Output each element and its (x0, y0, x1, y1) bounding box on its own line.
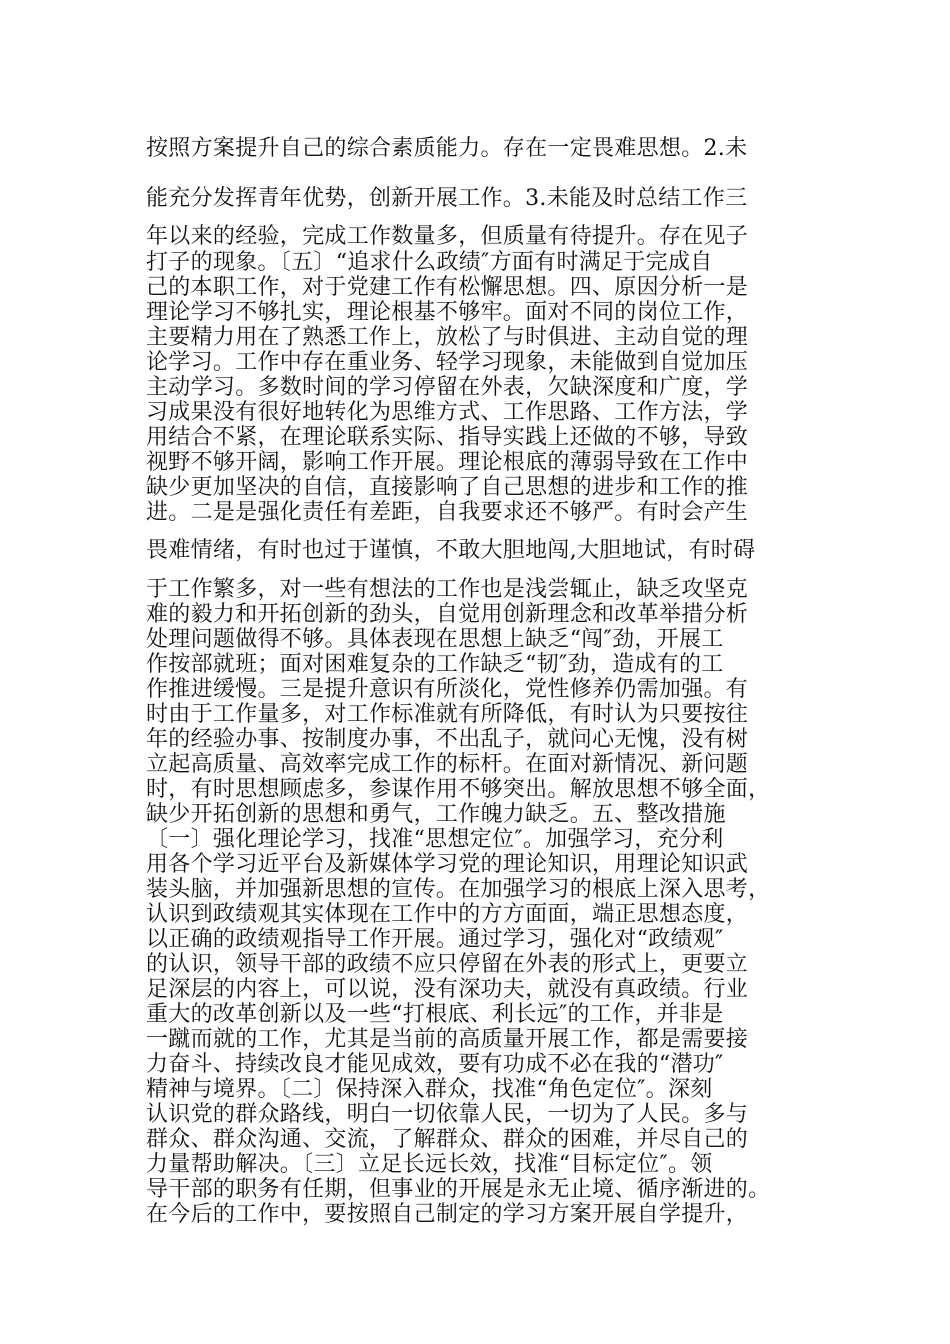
text-line: 认识党的群众路线，明白一切依靠人民，一切为了人民。多与 (146, 1102, 749, 1127)
text-line: 精神与境界。〔二〕保持深入群众，找准“角色定位″。深刻 (146, 1077, 713, 1102)
text-line: 用结合不紧，在理论联系实际、指导实践上还做的不够，导致 (146, 425, 749, 450)
text-line: 打子的现象。〔五〕“追求什么政绩″方面有时满足于完成自 (146, 250, 713, 275)
text-line: 在今后的工作中，要按照自己制定的学习方案开展自学提升， (146, 1202, 749, 1227)
text-line: 一蹴而就的工作，尤其是当前的高质量开展工作，都是需要接 (146, 1027, 749, 1052)
text-line: 缺少开拓创新的思想和勇气，工作魄力缺乏。五、整改措施 (146, 802, 726, 827)
text-line: 群众、群众沟通、交流，了解群众、群众的困难，并尽自己的 (146, 1127, 749, 1152)
text-line: 年的经验办事、按制度办事，不出乱子，就问心无愧，没有树 (146, 727, 749, 752)
text-line: 主要精力用在了熟悉工作上，放松了与时俱进、主动自觉的理 (146, 325, 749, 350)
text-line: 习成果没有很好地转化为思维方式、工作思路、工作方法，学 (146, 400, 749, 425)
text-line: 足深层的内容上，可以说，没有深功夫，就没有真政绩。行业 (146, 977, 749, 1002)
text-line: 理论学习不够扎实，理论根基不够牢。面对不同的岗位工作， (146, 300, 749, 325)
text-line: 己的本职工作，对于党建工作有松懈思想。四、原因分析一是 (146, 275, 749, 300)
text-line: 时由于工作量多，对工作标准就有所降低，有时认为只要按往 (146, 702, 749, 727)
text-line: 的认识，领导干部的政绩不应只停留在外表的形式上，更要立 (146, 952, 749, 977)
text-line: 认识到政绩观其实体现在工作中的方方面面，端正思想态度， (146, 902, 749, 927)
text-line: 进。二是是强化责任有差距，自我要求还不够严。有时会产生 (146, 500, 749, 525)
text-line: 年以来的经验，完成工作数量多，但质量有待提升。存在见子 (146, 224, 749, 249)
text-line: 时，有时思想顾虑多，参谋作用不够突出。解放思想不够全面， (146, 777, 771, 802)
text-line: 作按部就班；面对困难复杂的工作缺乏“韧″劲，造成有的工 (146, 652, 724, 677)
text-line: 能充分发挥青年优势，创新开展工作。3.未能及时总结工作三 (146, 186, 748, 211)
text-line: 装头脑，并加强新思想的宣传。在加强学习的根底上深入思考， (146, 877, 771, 902)
text-line: 视野不够开阔，影响工作开展。理论根底的薄弱导致在工作中 (146, 450, 749, 475)
text-line: 于工作繁多，对一些有想法的工作也是浅尝辄止，缺乏攻坚克 (146, 577, 749, 602)
text-line: 缺少更加坚决的自信，直接影响了自己思想的进步和工作的推 (146, 475, 749, 500)
text-line: 畏难情绪，有时也过于谨慎，不敢大胆地闯,大胆地试，有时碍 (146, 538, 756, 563)
text-line: 力奋斗、持续改良才能见成效，要有功成不必在我的“潜功″ (146, 1052, 724, 1077)
text-line: 〔一〕强化理论学习，找准“思想定位″。加强学习，充分利 (146, 827, 724, 852)
text-line: 重大的改革创新以及一些“打根底、利长远″的工作，并非是 (146, 1002, 724, 1027)
text-line: 作推进缓慢。三是提升意识有所淡化，党性修养仍需加强。有 (146, 677, 749, 702)
text-line: 难的毅力和开拓创新的劲头，自觉用创新理念和改革举措分析 (146, 602, 749, 627)
text-line: 主动学习。多数时间的学习停留在外表，欠缺深度和广度，学 (146, 375, 749, 400)
text-line: 用各个学习近平台及新媒体学习党的理论知识，用理论知识武 (146, 852, 749, 877)
text-line: 立起高质量、高效率完成工作的标杆。在面对新情况、新问题 (146, 752, 749, 777)
text-line: 处理问题做得不够。具体表现在思想上缺乏“闯″劲，开展工 (146, 627, 724, 652)
text-line: 按照方案提升自己的综合素质能力。存在一定畏难思想。2.未 (146, 136, 748, 161)
text-line: 论学习。工作中存在重业务、轻学习现象，未能做到自觉加压 (146, 350, 749, 375)
text-line: 导干部的职务有任期，但事业的开展是永无止境、循序渐进的。 (146, 1177, 771, 1202)
text-line: 力量帮助解决。〔三〕立足长远长效，找准“目标定位″。领 (146, 1152, 713, 1177)
text-line: 以正确的政绩观指导工作开展。通过学习，强化对“政绩观″ (146, 927, 724, 952)
